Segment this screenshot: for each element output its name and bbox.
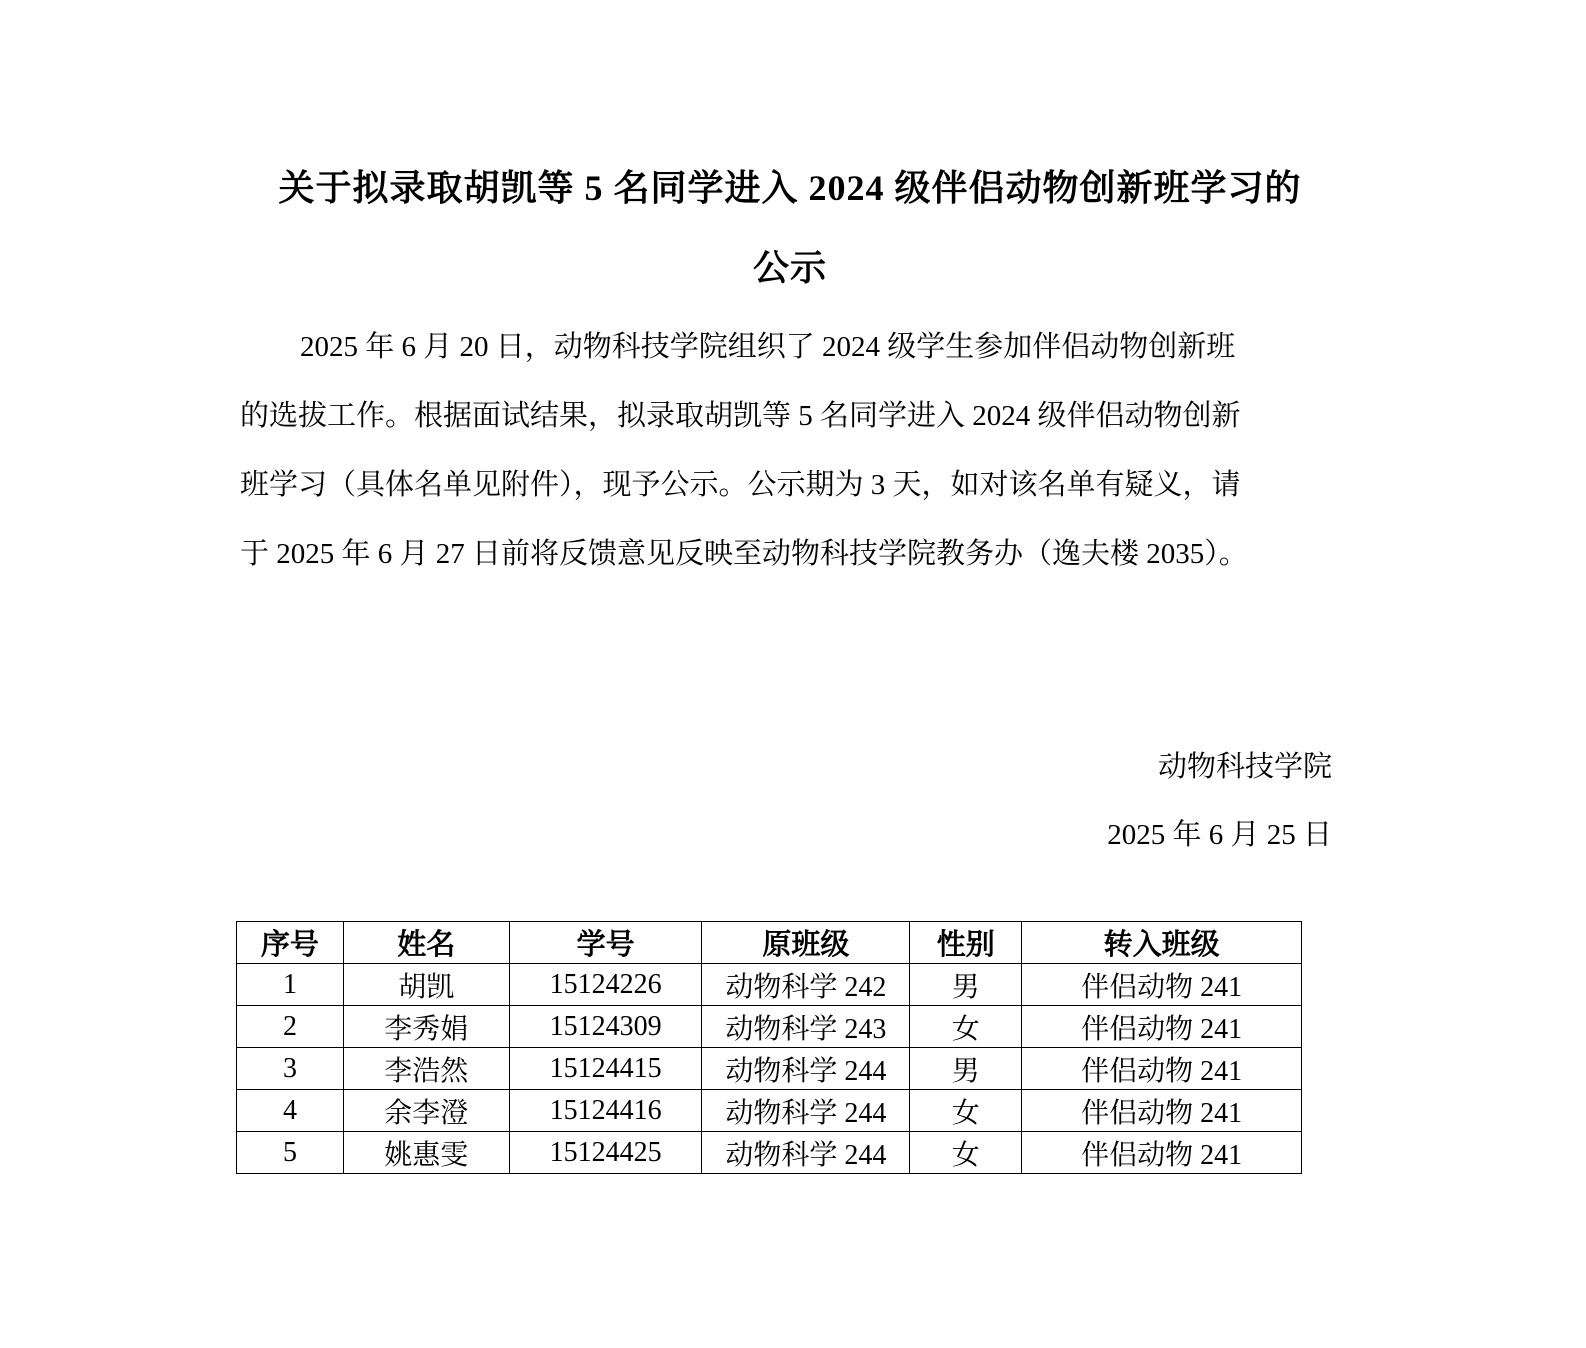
cell-name: 胡凯	[343, 964, 509, 1006]
signature-organization: 动物科技学院	[1157, 751, 1332, 783]
cell-index: 3	[237, 1048, 344, 1090]
header-original-class: 原班级	[702, 922, 910, 964]
cell-original-class: 动物科学 242	[702, 964, 910, 1006]
paragraph-line: 的选拔工作。根据面试结果，拟录取胡凯等 5 名同学进入 2024 级伴侣动物创新	[240, 400, 1241, 432]
cell-new-class: 伴侣动物 241	[1022, 1048, 1302, 1090]
cell-new-class: 伴侣动物 241	[1022, 1132, 1302, 1174]
notice-paragraph	[240, 313, 1332, 589]
cell-gender: 男	[910, 964, 1022, 1006]
table-row	[237, 1090, 1302, 1132]
cell-student-id: 15124226	[509, 964, 702, 1006]
cell-student-id: 15124416	[509, 1090, 702, 1132]
header-name: 姓名	[343, 922, 509, 964]
cell-name: 李浩然	[343, 1048, 509, 1090]
cell-index: 1	[237, 964, 344, 1006]
cell-index: 5	[237, 1132, 344, 1174]
cell-index: 2	[237, 1006, 344, 1048]
cell-student-id: 15124425	[509, 1132, 702, 1174]
table-header-row	[237, 922, 1302, 964]
header-gender: 性别	[910, 922, 1022, 964]
cell-original-class: 动物科学 243	[702, 1006, 910, 1048]
admission-roster-table	[236, 921, 1302, 1174]
table-row	[237, 1132, 1302, 1174]
table-row	[237, 1006, 1302, 1048]
paragraph-line: 2025 年 6 月 20 日，动物科技学院组织了 2024 级学生参加伴侣动物创新班	[300, 331, 1236, 363]
header-index: 序号	[237, 922, 344, 964]
cell-original-class: 动物科学 244	[702, 1090, 910, 1132]
cell-name: 姚惠雯	[343, 1132, 509, 1174]
paragraph-line: 班学习（具体名单见附件），现予公示。公示期为 3 天，如对该名单有疑义，请	[240, 469, 1241, 501]
cell-name: 李秀娟	[343, 1006, 509, 1048]
table-row	[237, 1048, 1302, 1090]
cell-new-class: 伴侣动物 241	[1022, 1006, 1302, 1048]
title-line-2: 公示	[752, 248, 827, 288]
cell-gender: 女	[910, 1132, 1022, 1174]
header-student-id: 学号	[509, 922, 702, 964]
header-new-class: 转入班级	[1022, 922, 1302, 964]
table-row	[237, 964, 1302, 1006]
paragraph-line: 于 2025 年 6 月 27 日前将反馈意见反映至动物科技学院教务办（逸夫楼 2035）。	[240, 538, 1248, 570]
cell-gender: 女	[910, 1006, 1022, 1048]
cell-new-class: 伴侣动物 241	[1022, 1090, 1302, 1132]
cell-new-class: 伴侣动物 241	[1022, 964, 1302, 1006]
cell-student-id: 15124309	[509, 1006, 702, 1048]
cell-index: 4	[237, 1090, 344, 1132]
cell-original-class: 动物科学 244	[702, 1132, 910, 1174]
signature-date: 2025 年 6 月 25 日	[1107, 819, 1332, 851]
cell-original-class: 动物科学 244	[702, 1048, 910, 1090]
title-line-1: 关于拟录取胡凯等 5 名同学进入 2024 级伴侣动物创新班学习的	[278, 168, 1302, 208]
cell-name: 余李澄	[343, 1090, 509, 1132]
cell-gender: 女	[910, 1090, 1022, 1132]
document-title	[240, 148, 1340, 308]
cell-gender: 男	[910, 1048, 1022, 1090]
cell-student-id: 15124415	[509, 1048, 702, 1090]
